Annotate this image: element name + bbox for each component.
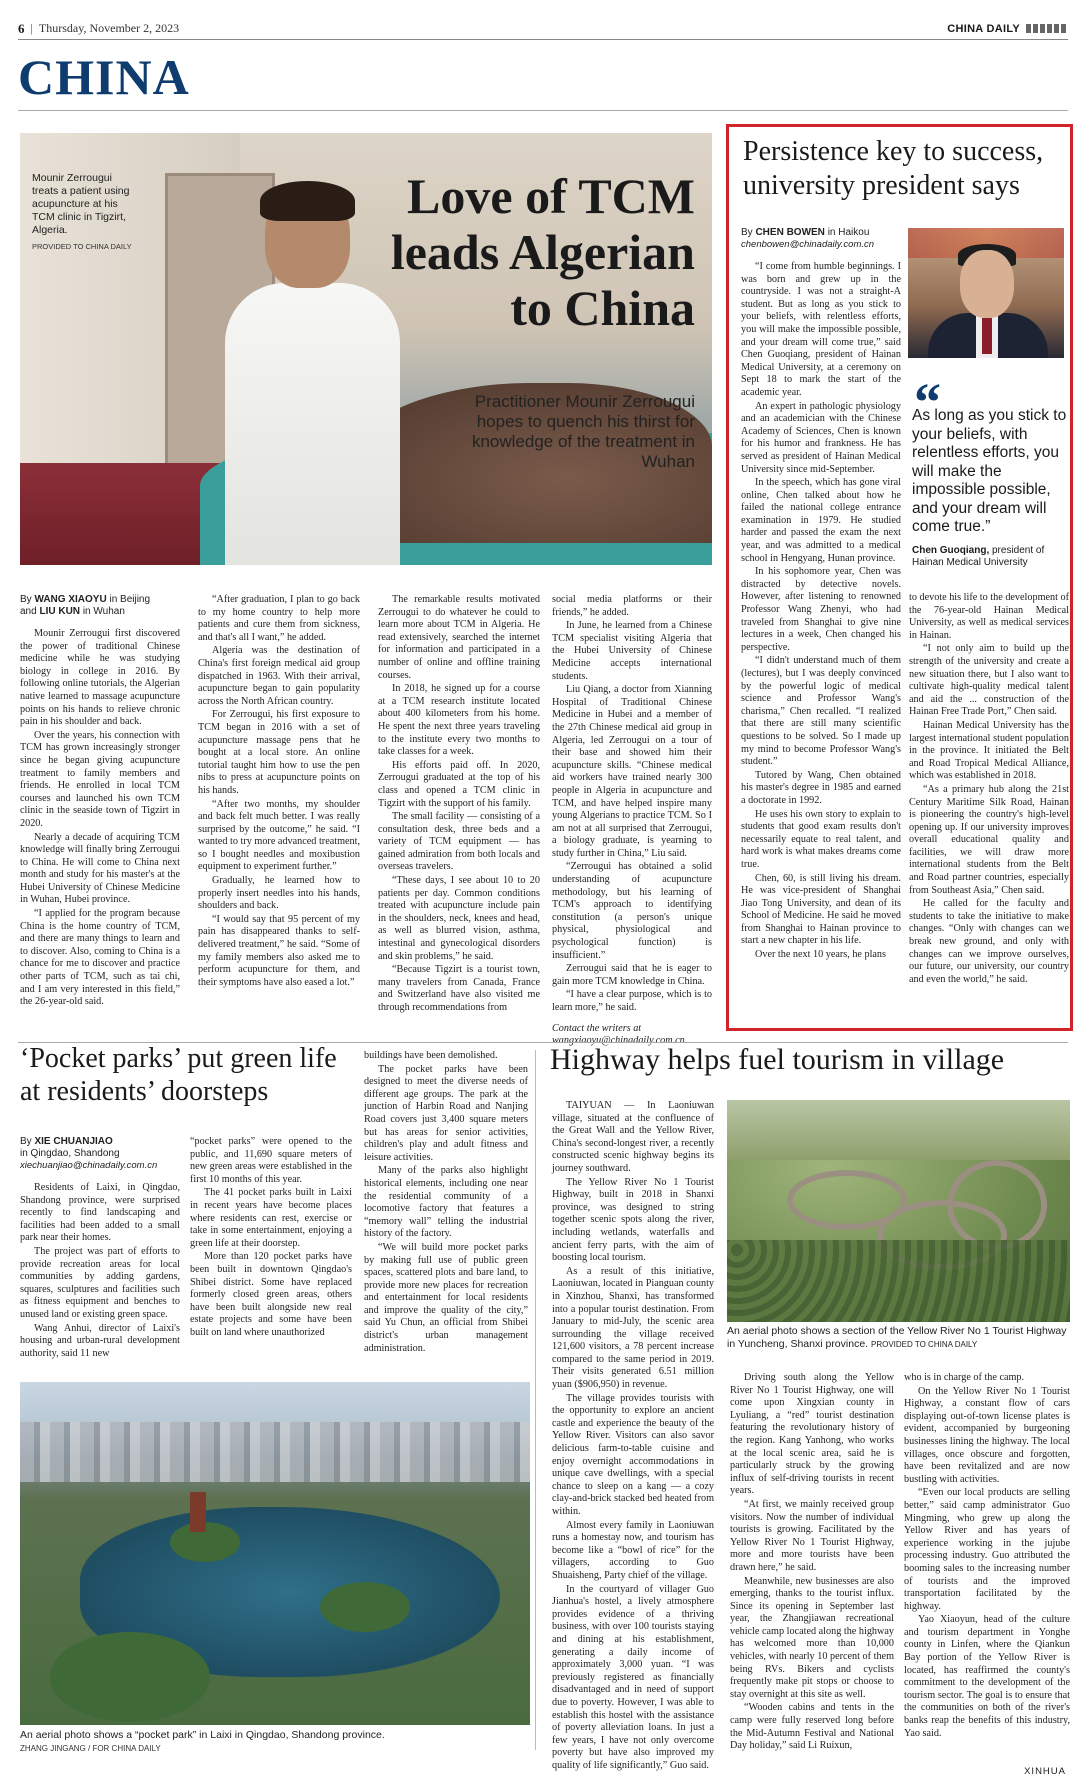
- paragraph: “I come from humble beginnings. I was born and grew up in the countryside. I was not a straight-A student. But as long as you stick to your beliefs, with relentless efforts, you will make the impossible possible, and your dream will come true,” said Chen Guoqiang, president of Hainan Medical University, at a ceremony on Sept 18 to mark the start of the academic year.: [741, 261, 901, 398]
- paragraph: He called for the faculty and students to take the initiative to make changes. “Only with changes can we break new ground, and only with changes can we improve ourselves, our future, our university, our country and even the world,” he said.: [909, 898, 1069, 985]
- sidebar-column-2: [909, 592, 1069, 987]
- brand-logo-icon: [1026, 24, 1068, 33]
- paragraph: “Because Tigzirt is a tourist town, many travelers from Canada, France and Switzerland have also visited me through recommendations from: [378, 964, 540, 1013]
- paragraph: The small facility — consisting of a consultation desk, three beds and a variety of TCM equipment — has gained admiration from both locals and overseas travelers.: [378, 811, 540, 873]
- issue-date: Thursday, November 2, 2023: [38, 21, 180, 35]
- paragraph: Over the years, his connection with TCM has grown increasingly stronger since he began giving acupuncture treatment to family members and friends. He enrolled in local TCM courses and launched his own TCM clinic in the seaside town of Tigzirt in 2020.: [20, 729, 180, 829]
- parks-column-3: [364, 1050, 528, 1356]
- paragraph: “As a primary hub along the 21st Century Maritime Silk Road, Hainan is pioneering the country's high-level opening up. If our university improves overall educational quality and facilities, we will draw more international students from the Belt and Road partner countries, especially from Southeast Asia,” Chen said.: [909, 783, 1069, 896]
- lead-byline: By WANG XIAOYU in Beijing and LIU KUN in Wuhan: [20, 594, 151, 617]
- paragraph: On the Yellow River No 1 Tourist Highway, a constant flow of cars displaying out-of-town license plates is evident, accompanied by burgeoning businesses lining the highway. The local villages, once obscure and forgotten, have been revitalized and are now bustling with activities.: [904, 1385, 1070, 1485]
- paragraph: Many of the parks also highlight historical elements, including one near the residential community of a locomotive factory that features a “memory wall” telling the industrial history of the factory.: [364, 1165, 528, 1240]
- parks-photo-credit: ZHANG JINGANG / FOR CHINA DAILY: [20, 1744, 161, 1753]
- agency-credit: XINHUA: [1024, 1766, 1066, 1777]
- paragraph: In the courtyard of villager Guo Jianhua's hostel, a lively atmosphere provides evidence of a thriving business, with over 100 tourists staying and dining at his establishment, generating a daily income of approximately 3,000 yuan. “I was previously registered as financially disadvantaged and in need of support due to poverty. However, I was able to establish this hostel with the assistance of poverty alleviation loans. In just a few years, I have not only overcome poverty but have also improved my quality of life significantly,” Guo said.: [552, 1583, 714, 1771]
- quote-mark-icon: “: [914, 372, 941, 432]
- paragraph: to devote his life to the development of the 76-year-old Hainan Medical University, as well as medical services in Hainan.: [909, 592, 1069, 641]
- parks-photo-caption: An aerial photo shows a “pocket park” in Laixi in Qingdao, Shandong province. ZHANG JINGANG / FOR CHINA DAILY: [20, 1729, 530, 1755]
- paragraph: social media platforms or their friends,” he added.: [552, 594, 712, 618]
- paragraph: In his sophomore year, Chen was distracted by detective novels. However, after listening to renowned Professor Wang Zhenyi, who had traveled from Shanghai to give nine lectures in a week, Chen changed his perspective.: [741, 566, 901, 653]
- paragraph: “I have a clear purpose, which is to learn more,” he said.: [552, 989, 712, 1013]
- paragraph: As a result of this initiative, Laoniuwan, located in Pianguan county in Xinzhou, Shanxi, has transformed into a popular tourist destination. From January to mid-July, the scenic area surrounding the village received 121,600 visitors, a 78 percent increase compared to the same period in 2019. Their visits generated 6.51 million yuan ($906,950) in revenue.: [552, 1265, 714, 1391]
- paragraph: “Wooden cabins and tents in the camp were fully reserved long before the Mid-Autumn Festival and National Day holiday,” said Li Ruixun,: [730, 1702, 894, 1752]
- paragraph: An expert in pathologic physiology and an academician with the Chinese Academy of Sciences, Chen is known for his humor and frankness. He has served as president of Hainan Medical University since mid-September.: [741, 400, 901, 475]
- sidebar-headline: Persistence key to success, university president says: [743, 136, 1044, 201]
- paragraph: He uses his own story to explain to students that good exam results don't necessarily equate to real talent, and hard work is what makes dreams come true.: [741, 808, 901, 870]
- lead-column-2: [198, 594, 360, 990]
- paragraph: His efforts paid off. In 2020, Zerrougui graduated at the top of his class and opened a TCM clinic in Tigzirt with the support of his family.: [378, 759, 540, 809]
- paragraph: More than 120 pocket parks have been built in downtown Qingdao's Shibei district. Some have replaced formerly closed green areas, others have been built alongside new real estate projects and some have been built on land where unauthorized: [190, 1251, 352, 1338]
- paragraph: In June, he learned from a Chinese TCM specialist visiting Algeria that the Hubei University of Chinese Medicine accepts international students.: [552, 620, 712, 682]
- paragraph: Residents of Laixi, in Qingdao, Shandong province, were surprised recently to find landscaping and facilities had been added to a small park near their homes.: [20, 1182, 180, 1244]
- highway-column-1: [552, 1100, 714, 1773]
- sidebar-story-box: [726, 124, 1073, 1031]
- highway-photo-credit: PROVIDED TO CHINA DAILY: [871, 1340, 978, 1349]
- parks-column-1: [20, 1136, 180, 1361]
- paragraph: Yao Xiaoyun, head of the culture and tourism department in Yonghe county in Linfen, where the Qiankun Bay portion of the Yellow River is located, has reaffirmed the county's commitment to the development of the tourism sector. The goal is to ensure that the communities on both of the river's banks reap the benefits of this industry, Yao said.: [904, 1614, 1070, 1739]
- paragraph: Meanwhile, new businesses are also emerging, thanks to the tourist influx. Since its opening in September last year, the Zhangjiawan recreational vehicle camp located along the highway has welcomed more than 10,000 vehicles, with nearly 10 percent of them being RVs. Bikers and cyclists frequently make pit stops or choose to stay overnight at this site as well.: [730, 1575, 894, 1700]
- paragraph: Gradually, he learned how to properly insert needles into his hands, shoulders and back.: [198, 875, 360, 912]
- sidebar-portrait: [908, 228, 1064, 358]
- paragraph: Over the next 10 years, he plans: [755, 949, 886, 961]
- paragraph: “Zerrougui has obtained a solid understanding of acupuncture methodology, but his learning of TCM's approach to identifying constitution (a person's unique physical, physiological and psychological function) is insufficient.”: [552, 861, 712, 961]
- highway-column-3: [904, 1372, 1070, 1741]
- highway-column-2: [730, 1372, 894, 1754]
- paragraph: The project was part of efforts to provide recreation areas for local communities by adding gardens, squares, sculptures and facilities such as fitness equipment and benches to unused land or existing green space.: [20, 1245, 180, 1320]
- paragraph: TAIYUAN — In Laoniuwan village, situated at the confluence of the Great Wall and the Yellow River, China's second-longest river, a recently constructed scenic highway begins its journey southward.: [552, 1100, 714, 1174]
- paragraph: Driving south along the Yellow River No 1 Tourist Highway, one will come upon Xingxian county in Lyuliang, a “red” tourist destination featuring the revolutionary history of the region. Kang Yanhong, who works at the local scenic area, said he is particularly struck by the growing influx of self-driving tourists in recent years.: [730, 1372, 894, 1497]
- paragraph: “I not only aim to build up the strength of the university and create a new situation there, but I also want to cultivate high-quality medical talent and aid the ... construction of the Hainan Free Trade Port,” Chen said.: [909, 643, 1069, 718]
- highway-photo: [727, 1100, 1070, 1322]
- paragraph: “At first, we mainly received group visitors. Now the number of individual tourists is growing. Facilitated by the Yellow River No 1 Tourist Highway, more and more tourists have been drawn here,” he said.: [730, 1498, 894, 1573]
- paragraph: who is in charge of the camp.: [904, 1372, 1025, 1383]
- paragraph: In 2018, he signed up for a course at a TCM research institute located about 400 kilometers from his home. He spent the next three years traveling to the institute every two months to take classes for a week.: [378, 683, 540, 758]
- paragraph: “After two months, my shoulder and back felt much better. I was really surprised by the outcome,” he said. “I wanted to try more advanced treatment, so I bought needles and moxibustion equipment to experiment further.”: [198, 798, 360, 873]
- parks-column-2: [190, 1136, 352, 1341]
- sidebar-byline: By CHEN BOWEN in Haikou chenbowen@chinadaily.com.cn: [741, 227, 875, 250]
- column-divider: [535, 1050, 536, 1750]
- pull-quote: As long as you stick to your beliefs, with relentless efforts, you will make the impossible possible, and your dream will come true.”: [912, 407, 1067, 535]
- section-title: CHINA: [18, 49, 190, 105]
- paragraph: Wang Anhui, director of Laixi's housing and urban-rural development authority, said 11 new: [20, 1322, 180, 1359]
- paragraph: Nearly a decade of acquiring TCM knowledge will finally bring Zerrougui to China. He will come to China next month and study for his master's at the Hubei University of Chinese Medicine in Wuhan, Hubei province.: [20, 831, 180, 906]
- section-divider: [18, 110, 1068, 111]
- paragraph: Liu Qiang, a doctor from Xianning Hospital of Traditional Chinese Medicine in Hubei and a member of the 27th Chinese medical aid group in Algeria, led Zerrougui on a tour of their base and showed him their acupuncture skills. “Chinese medical aid workers have trained nearly 300 people in Algeria in acupuncture and TCM, and have helped inspire many young Algerians to practice TCM. So I am not at all surprised that Zerrougui, a biology graduate, is yearning to study further in China,” Liu said.: [552, 684, 712, 859]
- paragraph: The village provides tourists with the opportunity to explore an ancient castle and experience the beauty of the Yellow River. Visitors can also savor delicious farm-to-table cuisine and enjoy overnight accommodations in unique cave dwellings, with a special chance to sleep on a kang — a cozy clay-and-brick stacked bed heated from within.: [552, 1392, 714, 1517]
- paragraph: In the speech, which has gone viral online, Chen talked about how he failed the national college entrance examination in 1979. He studied harder and passed the exam the next year, and was admitted to a medical school in Hengyang, Hunan province.: [741, 477, 901, 564]
- paragraph: Zerrougui said that he is eager to gain more TCM knowledge in China.: [552, 963, 712, 987]
- paragraph: “Even our local products are selling better,” said camp administrator Guo Mingming, who grew up along the Yellow River and has years of experience working in the jujube processing industry. Guo attributed the booming sales to the increasing number of tourists and the improved transportation facilitated by the highway.: [904, 1487, 1070, 1612]
- paragraph: For Zerrougui, his first exposure to TCM began in 2016 with a set of acupuncture massage pens that he bought at a local store. An online tutorial taught him how to use the pen nibs to press at acupuncture points on his hands.: [198, 709, 360, 796]
- page-number: 6: [18, 20, 25, 36]
- header-separator: |: [30, 21, 33, 35]
- lead-column-1: [20, 594, 180, 1010]
- lead-photo-credit: PROVIDED TO CHINA DAILY: [32, 242, 132, 251]
- paragraph: The pocket parks have been designed to meet the diverse needs of different age groups. The park at the junction of Harbin Road and Nanjing Road covers just 3,400 square meters but has areas for senior activities, children's play and adult fitness and leisure activities.: [364, 1063, 528, 1163]
- paragraph: “We will build more pocket parks by making full use of public green spaces, scattered plots and bare land, to provide more new places for recreation and entertainment for local residents and improve the quality of the city,” said Yu Chun, an official from Shibei district's urban management administration.: [364, 1241, 528, 1354]
- paragraph: Hainan Medical University has the largest international student population in the province. It initiated the Belt and Road Tropical Medical Alliance, which was established in 2018.: [909, 719, 1069, 782]
- paragraph: “I didn't understand much of them (lectures), but I was deeply convinced by the powerful logic of medical science and Professor Wang's charisma,” Chen recalled. “I realized that there are still many scientific questions to be solved. So I made up my mind to become Professor Wang's student.”: [741, 655, 901, 768]
- parks-byline: By XIE CHUANJIAO in Qingdao, Shandong xiechuanjiao@chinadaily.com.cn: [20, 1136, 158, 1171]
- paragraph: Tutored by Wang, Chen obtained his master's degree in 1985 and earned a doctorate in 1992.: [741, 769, 901, 806]
- paragraph: “These days, I see about 10 to 20 patients per day. Common conditions treated with acupuncture include pain in the shoulders, neck, knees and head, as well as blurred vision, asthma, intestinal and gynecological disorders and skin problems,” he said.: [378, 875, 540, 962]
- paragraph: The 41 pocket parks built in Laixi in recent years have become places where residents can rest, exercise or take in some entertainment, enjoying a green life at their doorstep.: [190, 1187, 352, 1249]
- paragraph: “pocket parks” were opened to the public, and 11,690 square meters of new green areas were established in the first 10 months of this year.: [190, 1136, 352, 1185]
- pull-quote-attribution: Chen Guoqiang, president of Hainan Medical University: [912, 545, 1045, 568]
- paragraph: “I applied for the program because China is the home country of TCM, and there are many things to learn and to discover. Also, coming to China is a chance for me to discover and practice other parts of TCM, such as tai chi, and I am very interested in this field,” the 26-year-old said.: [20, 908, 180, 1008]
- paragraph: Chen, 60, is still living his dream. He was vice-president of Shanghai Jiao Tong University, and dean of its School of Medicine. He said he moved from Shanghai to Hainan province to start a new chapter in his life.: [741, 872, 901, 947]
- parks-photo: [20, 1382, 530, 1725]
- paragraph: buildings have been demolished.: [364, 1050, 498, 1061]
- highway-headline: Highway helps fuel tourism in village: [550, 1043, 1005, 1076]
- contact-writers: Contact the writers at wangxiaoyu@chinadaily.com.cn: [552, 1022, 685, 1047]
- sidebar-column-1: [741, 227, 901, 963]
- lead-headline: Love of TCM leads Algerian to China: [390, 168, 695, 336]
- lead-column-4: [552, 594, 712, 1049]
- parks-headline: ‘Pocket parks’ put green life at residents’ doorsteps: [20, 1043, 337, 1107]
- brand-name: CHINA DAILY: [947, 22, 1020, 35]
- paragraph: “I would say that 95 percent of my pain has disappeared thanks to self-delivered treatment,” he said. “Some of my family members also asked me to perform acupuncture for them, and their symptoms have also eased a lot.”: [198, 913, 360, 988]
- paragraph: “After graduation, I plan to go back to my home country to help more patients and cure them from sickness, and that's all I want,” he added.: [198, 594, 360, 643]
- lead-photo-caption: Mounir Zerrougui treats a patient using acupuncture at his TCM clinic in Tigzirt, Algeria. PROVIDED TO CHINA DAILY: [32, 172, 132, 251]
- highway-photo-caption: An aerial photo shows a section of the Yellow River No 1 Tourist Highway in Yuncheng, Shanxi province. PROVIDED TO CHINA DAILY: [727, 1325, 1067, 1350]
- lead-deck: Practitioner Mounir Zerrougui hopes to quench his thirst for knowledge of the treatment in Wuhan: [471, 392, 695, 471]
- paragraph: The Yellow River No 1 Tourist Highway, built in 2018 in Shanxi province, was designed to string together scenic spots along the river, including wetlands, waterfalls and ancient ferry parts, with the aim of boosting local tourism.: [552, 1176, 714, 1264]
- paragraph: The remarkable results motivated Zerrougui to do whatever he could to learn more about TCM in Algeria. He read extensively, searched the internet for information and participated in a number of online and offline training courses.: [378, 594, 540, 681]
- paragraph: Almost every family in Laoniuwan runs a homestay now, and tourism has become like a “bowl of rice” for the villagers, according to Guo Shuaisheng, Party chief of the village.: [552, 1519, 714, 1581]
- paragraph: Mounir Zerrougui first discovered the power of traditional Chinese medicine while he was studying biology in college in 2016. By following online tutorials, the Algerian native learned to massage acupuncture points on his hands to relieve chronic pain in his shoulder and back.: [20, 628, 180, 728]
- page-header: [18, 18, 1068, 40]
- lead-column-3: [378, 594, 540, 1016]
- paragraph: Algeria was the destination of China's first foreign medical aid group dispatched in 1963. With their arrival, acupuncture began to gain popularity across the North African country.: [198, 645, 360, 707]
